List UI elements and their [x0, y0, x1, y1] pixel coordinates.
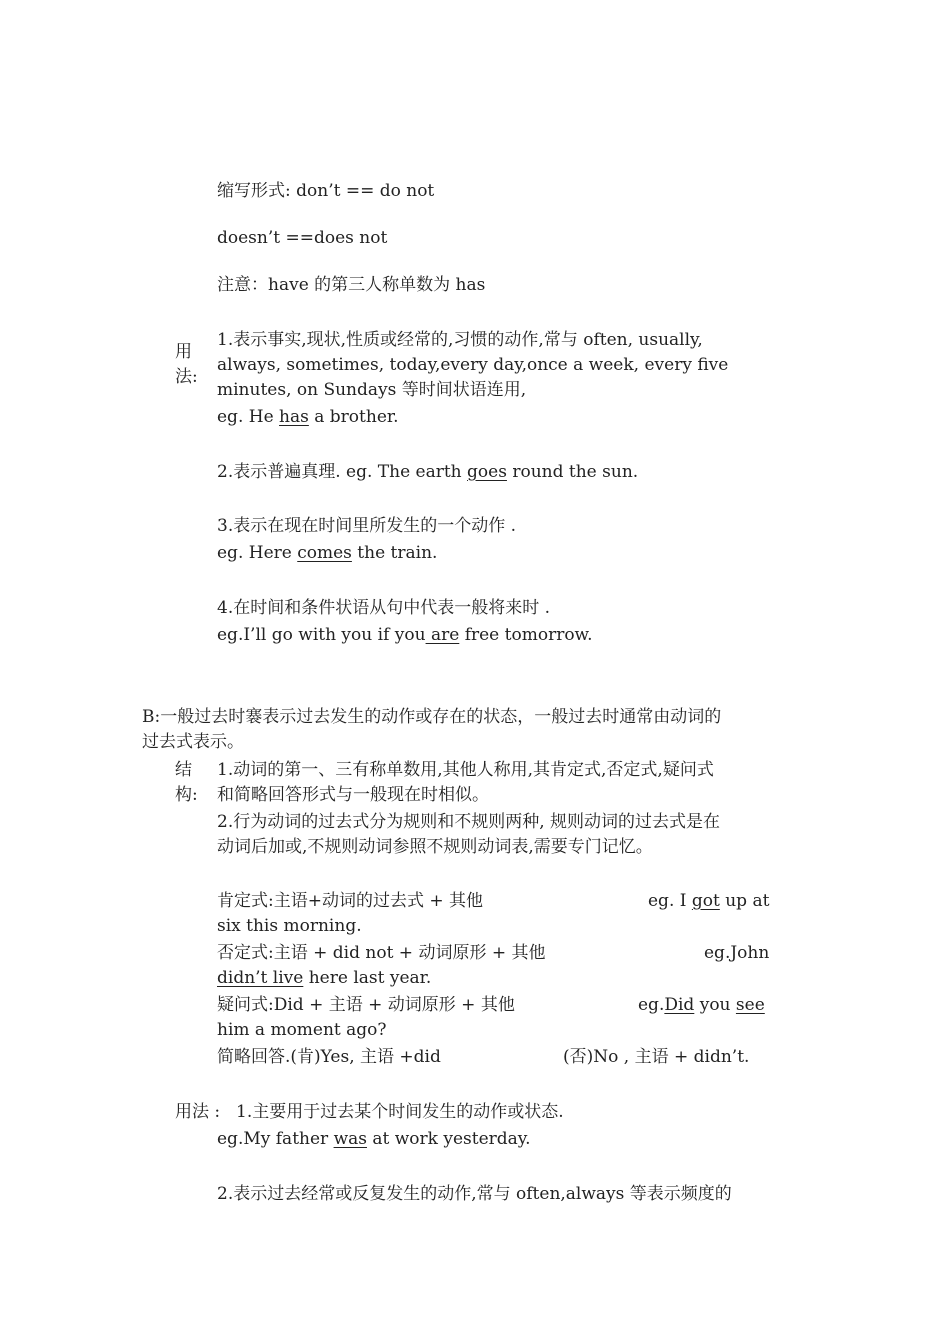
usage-1-line-2: always, sometimes, today,every day,once a week, every five [217, 355, 729, 375]
section-b-intro-line-2: 过去式表示。 [142, 732, 244, 752]
example-underlined-verb: see [735, 995, 765, 1015]
example-text: here last year. [303, 968, 432, 988]
usage-1-example [217, 406, 399, 428]
usage-label-1: 用 [175, 342, 192, 362]
example-underlined-verb: goes [467, 462, 507, 482]
structure-1-line-1: 1.动词的第一、三有称单数用,其他人称用,其肯定式,否定式,疑问式 [217, 760, 714, 780]
example-text: round the sun. [506, 462, 639, 482]
structure-2-line-1: 2.行为动词的过去式分为规则和不规则两种, 规则动词的过去式是在 [217, 812, 721, 832]
structure-label-1: 结 [175, 760, 192, 780]
short-answer-no: (否)No , 主语 + didn’t. [563, 1047, 750, 1067]
section-b-usage-1-example [217, 1128, 531, 1150]
example-text: eg. Here [217, 543, 298, 563]
affirmative-example [648, 890, 769, 912]
negative-example-cont [217, 967, 431, 989]
usage-4-example [217, 624, 593, 646]
usage-3-line-1: 3.表示在现在时间里所发生的一个动作 . [217, 516, 517, 536]
example-text: eg. [638, 995, 665, 1015]
section-b-intro-line-1: B:一般过去时褰表示过去发生的动作或存在的状态，一般过去时通常由动词的 [142, 707, 722, 727]
example-text: the train. [351, 543, 438, 563]
short-answer-yes: 简略回答.(肯)Yes, 主语 +did [217, 1047, 441, 1067]
negative-form-label: 否定式:主语 + did not + 动词原形 + 其他 [217, 943, 546, 963]
question-form-label: 疑问式:Did + 主语 + 动词原形 + 其他 [217, 995, 515, 1015]
example-underlined-verb: has [279, 407, 309, 427]
usage-1-line-1: 1.表示事实,现状,性质或经常的,习惯的动作,常与 often, usually, [217, 330, 703, 350]
usage-4-line-1: 4.在时间和条件状语从句中代表一般将来时 . [217, 598, 551, 618]
note-line: 注意：have 的第三人称单数为 has [217, 275, 486, 295]
example-text: free tomorrow. [459, 625, 593, 645]
structure-2-line-2: 动词后加或,不规则动词参照不规则动词表,需要专门记忆。 [217, 837, 653, 857]
example-underlined-verb: are [425, 625, 460, 645]
structure-1-line-2: 和简略回答形式与一般现在时相似。 [217, 785, 489, 805]
example-text: eg. He [217, 407, 280, 427]
affirmative-form-label: 肯定式:主语+动词的过去式 + 其他 [217, 891, 484, 911]
example-underlined-verb: Did [664, 995, 695, 1015]
example-text: eg.My father [217, 1129, 334, 1149]
example-underlined-verb: comes [297, 543, 352, 563]
negative-example: eg.John [704, 943, 770, 963]
abbreviation-line-1: 缩写形式: don’t == do not [217, 181, 435, 201]
affirmative-example-cont: six this morning. [217, 916, 362, 936]
usage-3-example [217, 542, 437, 564]
section-b-usage-2-line-1: 2.表示过去经常或反复发生的动作,常与 often,always 等表示频度的 [217, 1184, 732, 1204]
example-text: eg. I [648, 891, 692, 911]
example-underlined-verb: was [333, 1129, 367, 1149]
example-text: up at [719, 891, 770, 911]
section-b-usage-label: 用法 : [175, 1102, 221, 1122]
example-text: at work yesterday. [366, 1129, 531, 1149]
example-underlined-verb: got [691, 891, 720, 911]
question-example [638, 994, 765, 1016]
usage-2-line [217, 461, 638, 483]
example-underlined-verb: didn’t live [217, 968, 304, 988]
example-text: a brother. [308, 407, 399, 427]
section-b-usage-1-line-1: 1.主要用于过去某个时间发生的动作或状态. [236, 1102, 564, 1122]
example-text: 2.表示普遍真理. eg. The earth [217, 462, 468, 482]
structure-label-2: 构: [175, 785, 198, 805]
example-text: you [694, 995, 736, 1015]
question-example-cont: him a moment ago? [217, 1020, 387, 1040]
usage-1-line-3: minutes, on Sundays 等时间状语连用, [217, 380, 527, 400]
usage-label-2: 法: [175, 367, 198, 387]
example-text: eg.I’ll go with you if you [217, 625, 426, 645]
abbreviation-line-2: doesn’t ==does not [217, 228, 388, 248]
